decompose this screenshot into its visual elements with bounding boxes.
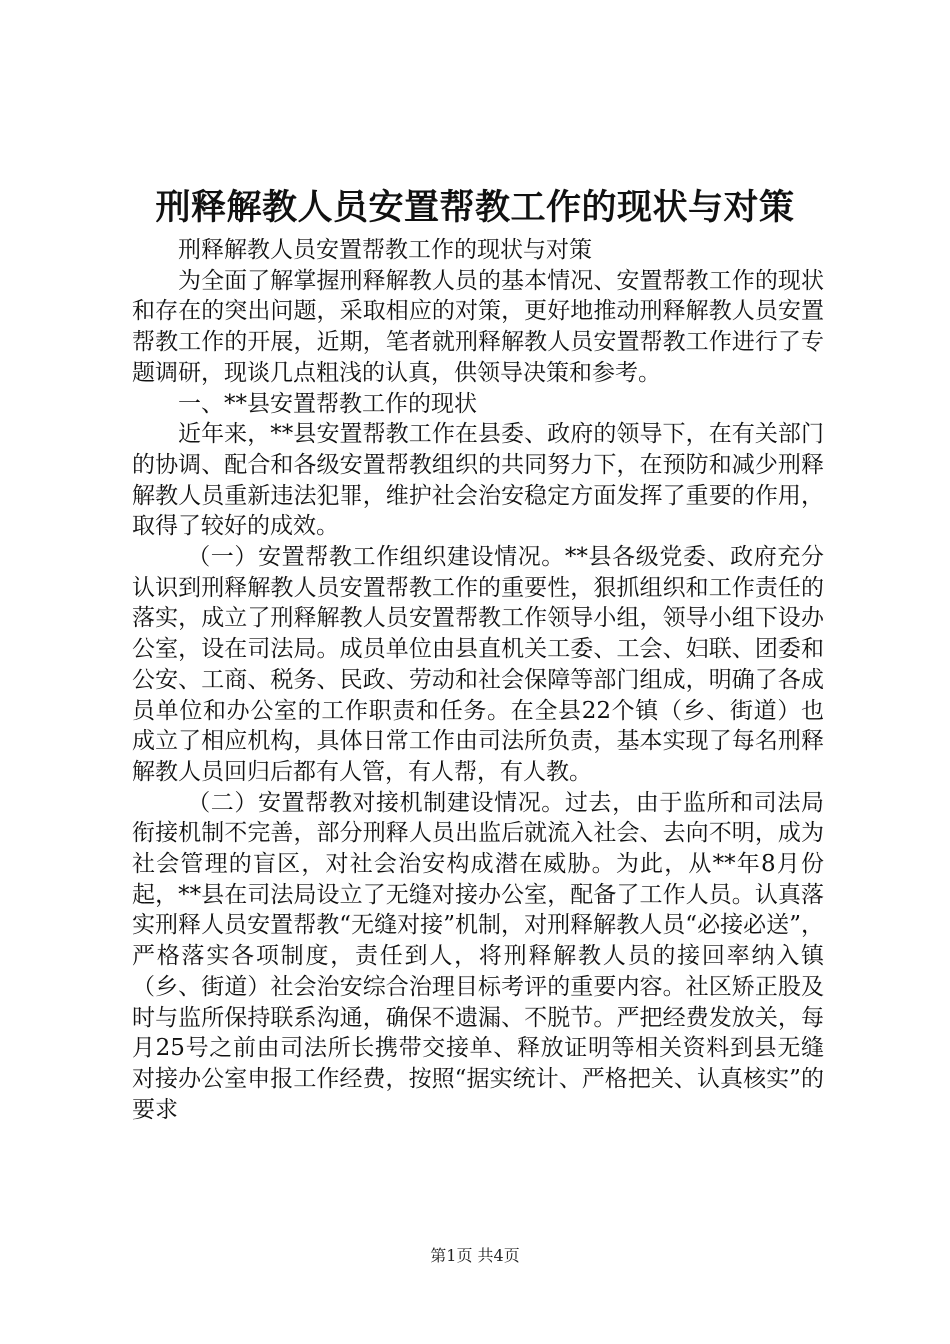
subtitle-paragraph: 刑释解教人员安置帮教工作的现状与对策 bbox=[178, 237, 592, 263]
intro-paragraph: 为全面了解掌握刑释解教人员的基本情况、安置帮教工作的现状和存在的突出问题，采取相应的对策，更好地推动刑释解教人员安置帮教工作的开展，近期，笔者就刑释解教人员安置帮教工作进行了专题调研，现谈几点粗浅的认真，供领导决策和参考。 bbox=[132, 267, 824, 386]
document-title: 刑释解教人员安置帮教工作的现状与对策 bbox=[155, 187, 795, 228]
body-paragraph: 近年来，**县安置帮教工作在县委、政府的领导下，在有关部门的协调、配合和各级安置帮教组织的共同努力下，在预防和减少刑释解教人员重新违法犯罪，维护社会治安稳定方面发挥了重要的作用，取得了较好的成效。 bbox=[132, 421, 824, 540]
section-heading: 一、**县安置帮教工作的现状 bbox=[178, 390, 477, 417]
document-body bbox=[132, 235, 824, 1125]
page-number-footer: 第1页 共4页 bbox=[430, 1246, 520, 1265]
subsection-paragraph-1: （一）安置帮教工作组织建设情况。**县各级党委、政府充分认识到刑释解教人员安置帮教工作的重要性，狠抓组织和工作责任的落实，成立了刑释解教人员安置帮教工作领导小组，领导小组下设办公室，设在司法局。成员单位由县直机关工委、工会、妇联、团委和公安、工商、税务、民政、劳动和社会保障等部门组成，明确了各成员单位和办公室的工作职责和任务。在全县22个镇（乡、街道）也成立了相应机构，具体日常工作由司法所负责，基本实现了每名刑释解教人员回归后都有人管，有人帮，有人教。 bbox=[132, 544, 824, 785]
subsection-paragraph-2: （二）安置帮教对接机制建设情况。过去，由于监所和司法局衔接机制不完善，部分刑释人员出监后就流入社会、去向不明，成为社会管理的盲区，对社会治安构成潜在威胁。为此，从**年8月份起，**县在司法局设立了无缝对接办公室，配备了工作人员。认真落实刑释人员安置帮教“无缝对接”机制，对刑释解教人员“必接必送”，严格落实各项制度，责任到人，将刑释解教人员的接回率纳入镇（乡、街道）社会治安综合治理目标考评的重要内容。社区矫正股及时与监所保持联系沟通，确保不遗漏、不脱节。严把经费发放关，每月25号之前由司法所长携带交接单、释放证明等相关资料到县无缝对接办公室申报工作经费，按照“据实统计、严格把关、认真核实”的要求 bbox=[132, 789, 824, 1123]
